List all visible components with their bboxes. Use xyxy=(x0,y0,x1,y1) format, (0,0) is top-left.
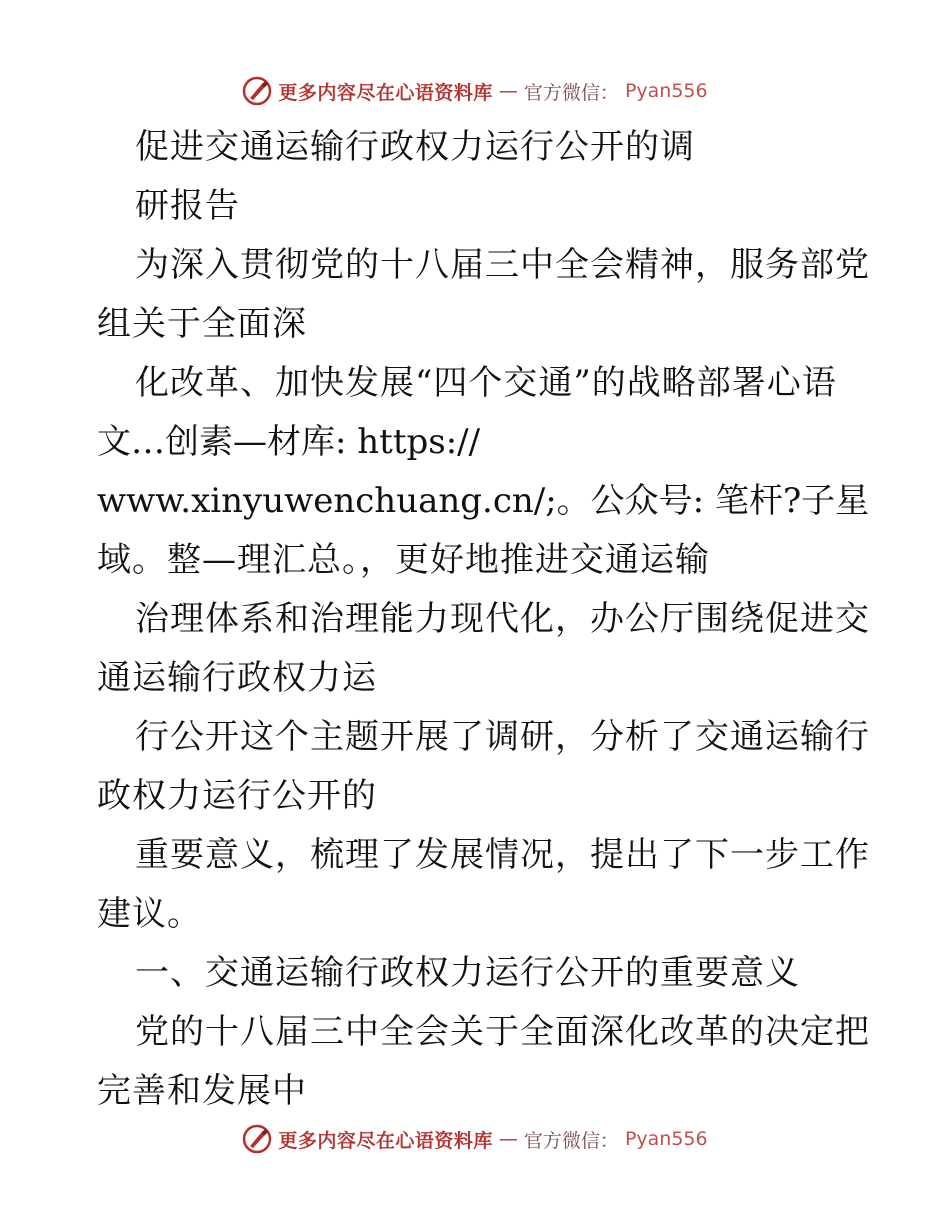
title-line-2: 研报告 xyxy=(135,186,240,226)
paragraph-line: 域。整—理汇总。，更好地推进交通运输 xyxy=(97,540,710,580)
paragraph-line: 化改革、加快发展“四个交通”的战略部署心语 xyxy=(135,363,837,403)
section-heading: 一、交通运输行政权力运行公开的重要意义 xyxy=(135,953,800,993)
paragraph-line: 行公开这个主题开展了调研，分析了交通运输行 xyxy=(135,717,870,757)
paragraph-line: 完善和发展中 xyxy=(97,1071,307,1111)
header-watermark xyxy=(0,74,950,108)
paragraph-line: 建议。 xyxy=(97,894,202,934)
paragraph-line: 组关于全面深 xyxy=(97,304,307,344)
banner-label: 官方微信： xyxy=(523,81,619,104)
paragraph-line: 重要意义，梳理了发展情况，提出了下一步工作 xyxy=(135,835,870,875)
pen-logo-icon xyxy=(242,1124,272,1154)
document-body xyxy=(97,118,870,1121)
banner-dash: — xyxy=(498,1128,518,1150)
banner-main-text: 更多内容尽在心语资料库 xyxy=(278,81,493,104)
paragraph-line: 党的十八届三中全会关于全面深化改革的决定把 xyxy=(135,1012,870,1052)
paragraph-line: www.xinyuwenchuang.cn/;。公众号: 笔杆?子星 xyxy=(97,481,870,521)
paragraph-line: 为深入贯彻党的十八届三中全会精神，服务部党 xyxy=(135,245,870,285)
footer-watermark xyxy=(0,1122,950,1156)
banner-dash: — xyxy=(498,80,518,102)
pen-logo-icon xyxy=(242,76,272,106)
title-line-1: 促进交通运输行政权力运行公开的调 xyxy=(135,127,695,167)
banner-main-text: 更多内容尽在心语资料库 xyxy=(278,1129,493,1152)
banner-id: Pyan556 xyxy=(624,1128,708,1150)
paragraph-line: 通运输行政权力运 xyxy=(97,658,377,698)
paragraph-line: 治理体系和治理能力现代化，办公厅围绕促进交 xyxy=(135,599,870,639)
banner-id: Pyan556 xyxy=(624,80,708,102)
paragraph-line: 政权力运行公开的 xyxy=(97,776,377,816)
paragraph-line: 文…创素—材库: https:// xyxy=(97,422,481,462)
banner-label: 官方微信： xyxy=(523,1129,619,1152)
